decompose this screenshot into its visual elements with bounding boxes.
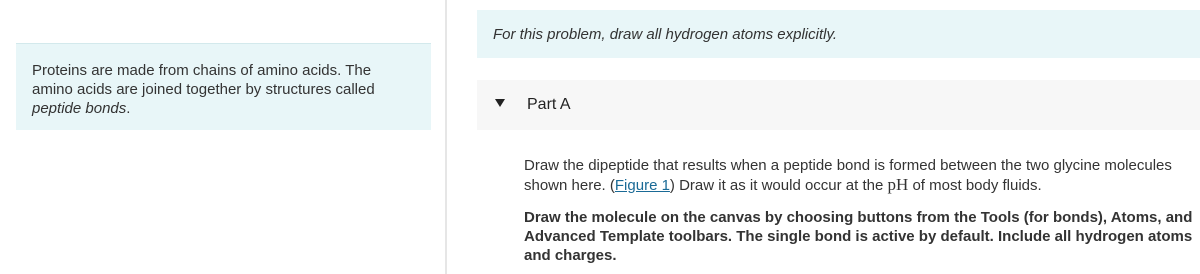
ph-symbol: pH (887, 175, 909, 194)
intro-text-end: . (126, 100, 131, 117)
caret-down-icon (495, 99, 505, 107)
intro-text: Proteins are made from chains of amino acids. The amino acids are joined together by structures called (32, 62, 375, 98)
left-column (0, 0, 445, 274)
question-body (524, 156, 1194, 265)
instruction-text: For this problem, draw all hydrogen atoms explicitly. (493, 26, 838, 43)
question-text-start: Draw the dipeptide that results when a peptide bond is formed between the two glycine molecules shown here. ( (524, 157, 1172, 194)
part-title: Part A (527, 96, 571, 113)
question-text-end: of most body fluids. (908, 177, 1042, 194)
right-column (447, 0, 1200, 274)
intro-emphasis: peptide bonds (32, 100, 127, 117)
intro-panel (16, 43, 431, 130)
question-paragraph (524, 156, 1194, 195)
part-a-toggle[interactable] (477, 80, 1200, 130)
question-text-middle: ) Draw it as it would occur at the (669, 177, 888, 194)
figure-1-link[interactable]: Figure 1 (614, 177, 670, 194)
instruction-banner (477, 10, 1200, 58)
drawing-instructions: Draw the molecule on the canvas by choosing buttons from the Tools (for bonds), Atoms, and Advanced Template toolbars. The single bond is active by default. Include all hydrogen atoms and charges. (524, 209, 1193, 264)
